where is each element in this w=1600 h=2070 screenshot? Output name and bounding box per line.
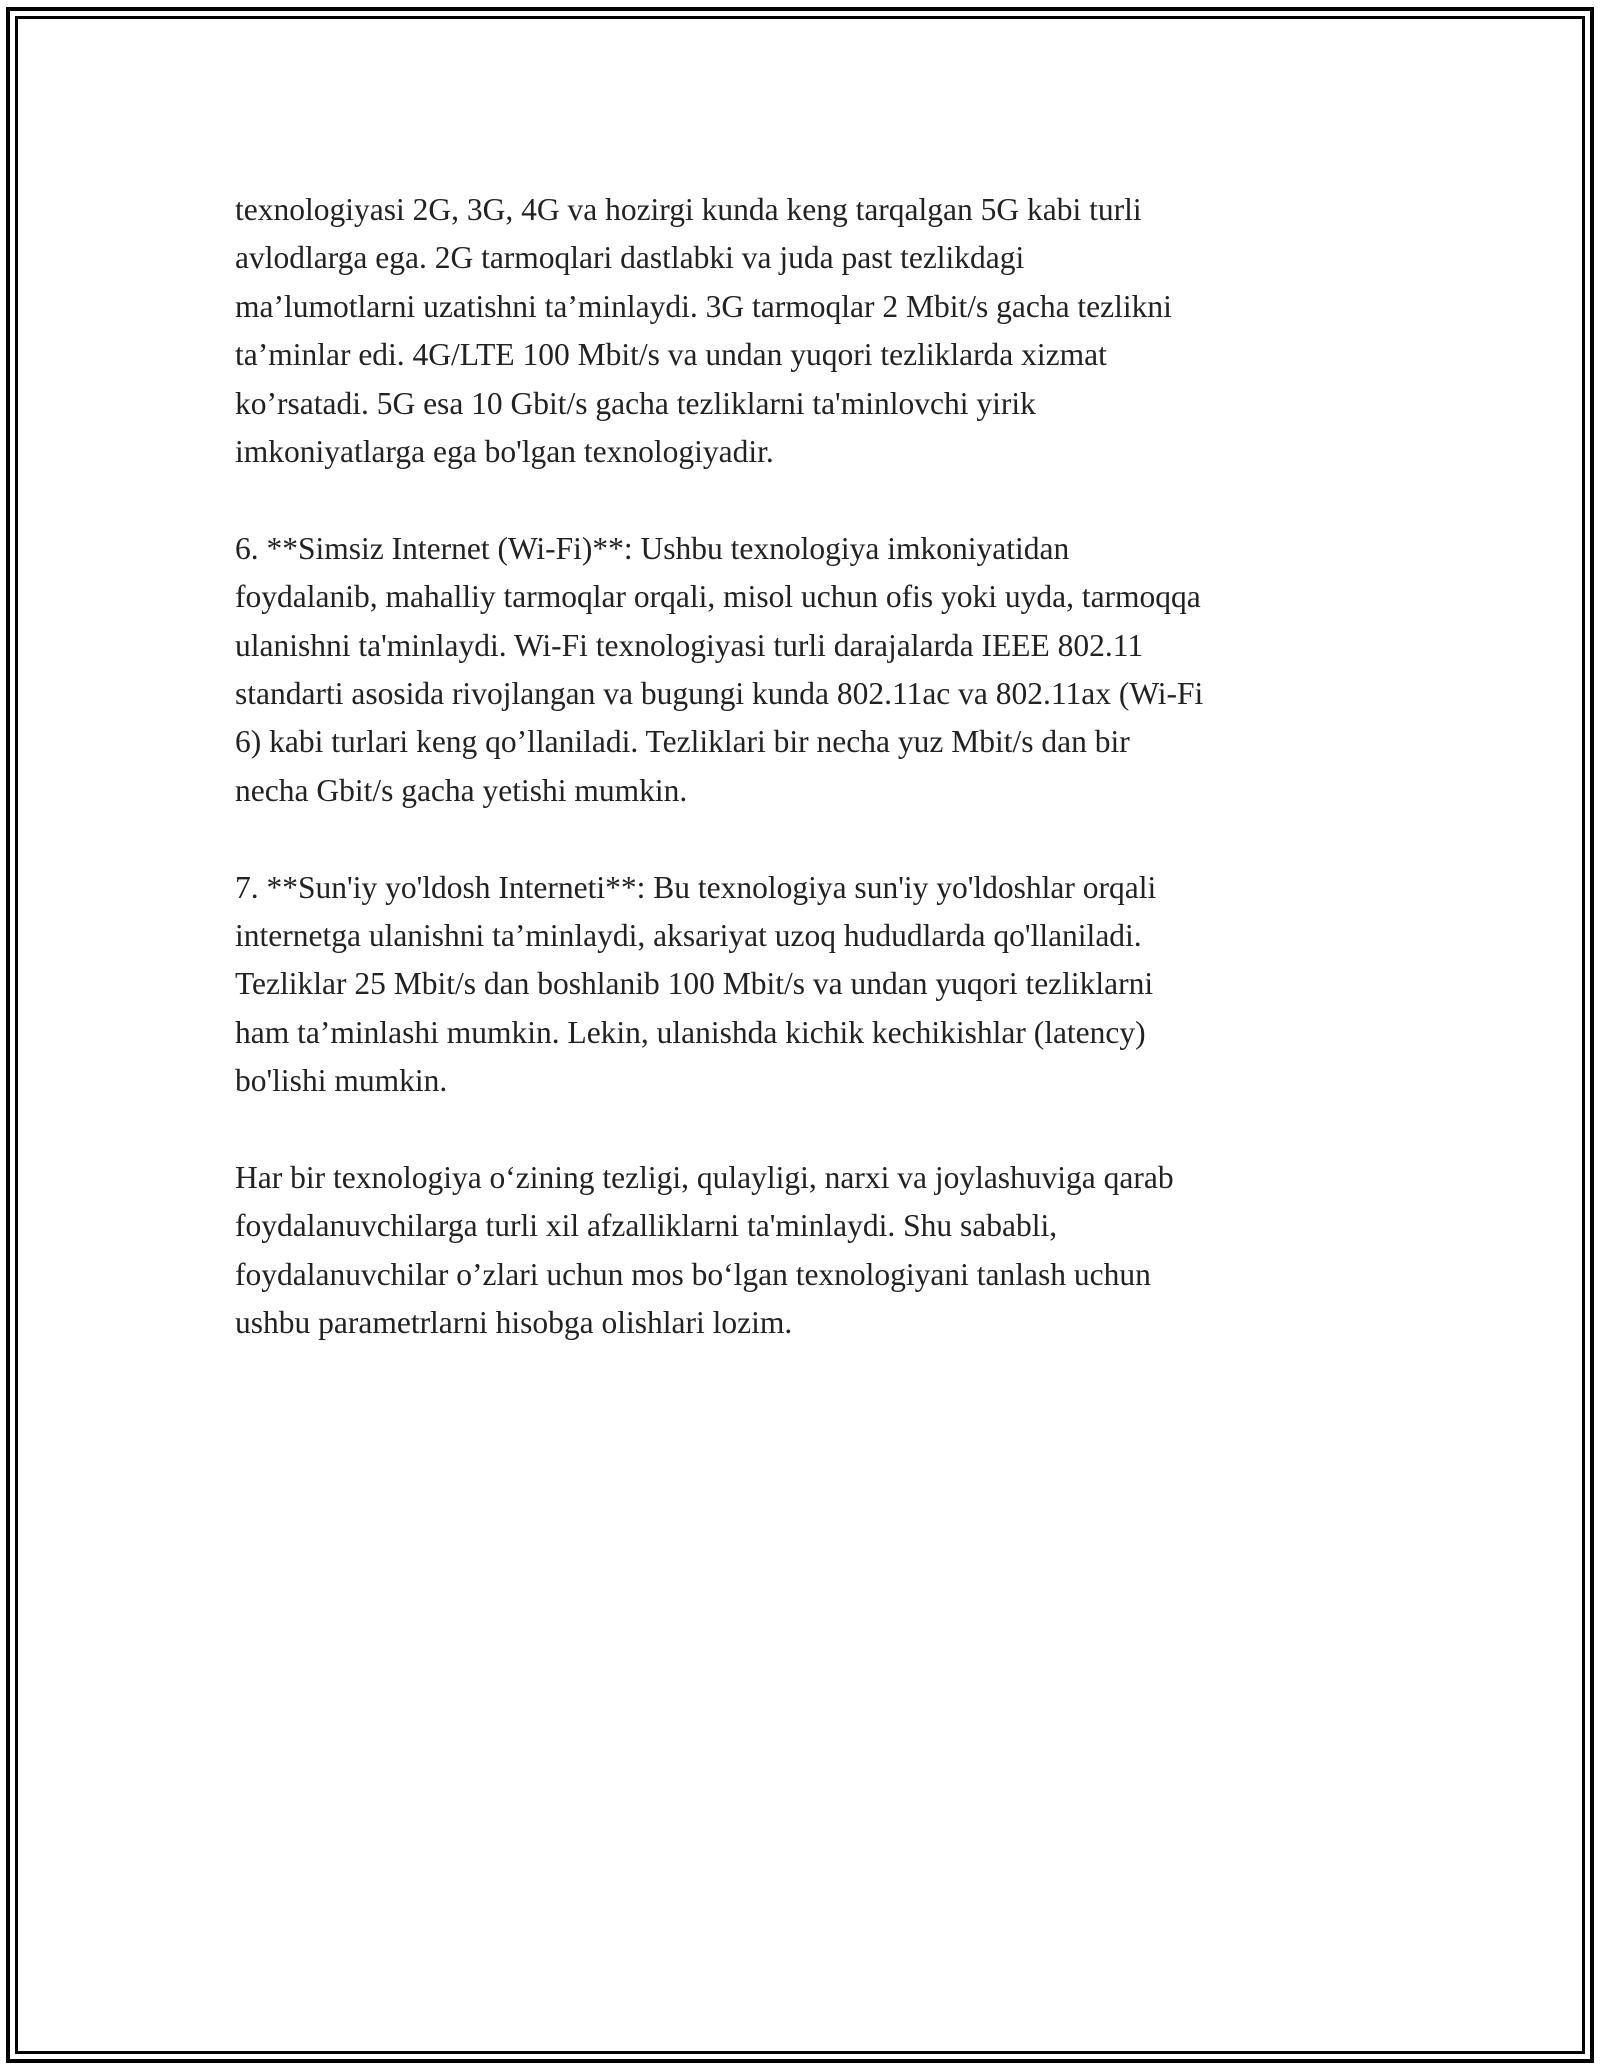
paragraph-generations xyxy=(235,186,1385,476)
paragraph-satellite xyxy=(235,864,1385,1106)
text-line: Har bir texnologiya o‘zining tezligi, qulayligi, narxi va joylashuviga qarab xyxy=(235,1160,1174,1196)
text-line: foydalanuvchilar o’zlari uchun mos bo‘lgan texnologiyani tanlash uchun xyxy=(235,1256,1151,1292)
paragraph-spacer xyxy=(235,476,1385,524)
text-line: ta’minlar edi. 4G/LTE 100 Mbit/s va undan yuqori tezliklarda xizmat xyxy=(235,337,1107,373)
text-line: ma’lumotlarni uzatishni ta’minlaydi. 3G tarmoqlar 2 Mbit/s gacha tezlikni xyxy=(235,288,1172,324)
text-line: 6) kabi turlari keng qo’llaniladi. Tezliklari bir necha yuz Mbit/s dan bir xyxy=(235,724,1130,760)
text-line: ulanishni ta'minlaydi. Wi-Fi texnologiyasi turli darajalarda IEEE 802.11 xyxy=(235,627,1144,663)
paragraph-conclusion xyxy=(235,1154,1385,1348)
text-line: ushbu parametrlarni hisobga olishlari lozim. xyxy=(235,1305,793,1341)
text-line: texnologiyasi 2G, 3G, 4G va hozirgi kunda keng tarqalgan 5G kabi turli xyxy=(235,192,1142,227)
text-line: ham ta’minlashi mumkin. Lekin, ulanishda kichik kechikishlar (latency) xyxy=(235,1014,1146,1050)
paragraph-spacer xyxy=(235,815,1385,863)
text-line: standarti asosida rivojlangan va bugungi kunda 802.11ac va 802.11ax (Wi-Fi xyxy=(235,676,1204,712)
text-line: 6. **Simsiz Internet (Wi-Fi)**: Ushbu texnologiya imkoniyatidan xyxy=(235,530,1070,566)
text-line: avlodlarga ega. 2G tarmoqlari dastlabki va juda past tezlikdagi xyxy=(235,240,1025,276)
text-line: ko’rsatadi. 5G esa 10 Gbit/s gacha tezliklarni ta'minlovchi yirik xyxy=(235,385,1036,421)
text-line: necha Gbit/s gacha yetishi mumkin. xyxy=(235,772,688,808)
text-line: bo'lishi mumkin. xyxy=(235,1063,448,1099)
text-line: 7. **Sun'iy yo'ldosh Interneti**: Bu texnologiya sun'iy yo'ldoshlar orqali xyxy=(235,869,1157,905)
paragraph-wifi xyxy=(235,525,1385,815)
document-body xyxy=(235,186,1385,1348)
paragraph-spacer xyxy=(235,1106,1385,1154)
text-line: Tezliklar 25 Mbit/s dan boshlanib 100 Mbit/s va undan yuqori tezliklarni xyxy=(235,966,1154,1002)
text-line: foydalanib, mahalliy tarmoqlar orqali, misol uchun ofis yoki uyda, tarmoqqa xyxy=(235,579,1201,615)
text-line: internetga ulanishni ta’minlaydi, aksariyat uzoq hududlarda qo'llaniladi. xyxy=(235,918,1142,954)
text-line: imkoniyatlarga ega bo'lgan texnologiyadir. xyxy=(235,434,774,470)
text-line: foydalanuvchilarga turli xil afzalliklarni ta'minlaydi. Shu sababli, xyxy=(235,1208,1058,1244)
